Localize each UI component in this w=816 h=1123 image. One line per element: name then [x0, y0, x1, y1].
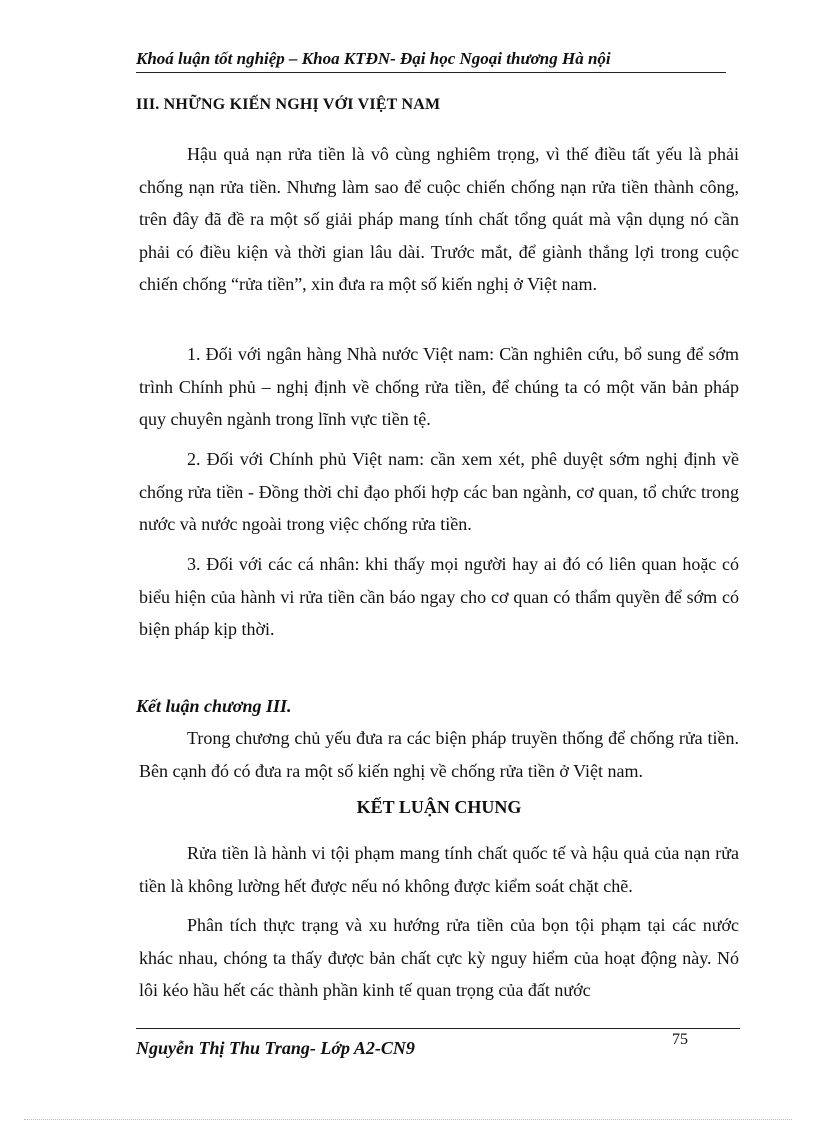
footer-author: Nguyễn Thị Thu Trang- Lớp A2-CN9	[136, 1038, 415, 1058]
general-conclusion-title: KẾT LUẬN CHUNG	[356, 797, 522, 817]
page-bottom-border	[24, 1119, 792, 1120]
page-header: Khoá luận tốt nghiệp – Khoa KTĐN- Đại học Ngoại thương Hà nội	[136, 48, 726, 73]
section-title: III. NHỮNG KIẾN NGHỊ VỚI VIỆT NAM	[136, 96, 441, 113]
recommendation-1: 1. Đối với ngân hàng Nhà nước Việt nam: Cần nghiên cứu, bổ sung để sớm trình Chính phủ – nghị định về chống rửa tiền, để chúng ta có một văn bản pháp quy chuyên ngành trong lĩnh vực tiền tệ.	[139, 344, 739, 429]
chapter-conclusion-heading: Kết luận chương III.	[136, 696, 292, 716]
chapter-conclusion-text: Trong chương chủ yếu đưa ra các biện pháp truyền thống để chống rửa tiền. Bên cạnh đó có đưa ra một số kiến nghị về chống rửa tiền ở Việt nam.	[139, 728, 739, 781]
page-number: 75	[672, 1031, 688, 1048]
footer-divider	[136, 1028, 740, 1029]
general-conclusion-paragraph-1: Rửa tiền là hành vi tội phạm mang tính chất quốc tế và hậu quả của nạn rửa tiền là không lường hết được nếu nó không được kiểm soát chặt chẽ.	[139, 843, 739, 896]
recommendation-2: 2. Đối với Chính phủ Việt nam: cần xem xét, phê duyệt sớm nghị định về chống rửa tiền - Đồng thời chỉ đạo phối hợp các ban ngành, cơ quan, tổ chức trong nước và nước ngoài trong việc chống rửa tiền.	[139, 449, 739, 534]
recommendation-3: 3. Đối với các cá nhân: khi thấy mọi người hay ai đó có liên quan hoặc có biểu hiện của hành vi rửa tiền cần báo ngay cho cơ quan có thẩm quyền để sớm có biện pháp kịp thời.	[139, 554, 739, 639]
paragraph-intro: Hậu quả nạn rửa tiền là vô cùng nghiêm trọng, vì thế điều tất yếu là phải chống nạn rửa tiền. Nhưng làm sao để cuộc chiến chống nạn rửa tiền thành công, trên đây đã đề ra một số giải pháp mang tính chất tổng quát mà vận dụng nó cần phải có điều kiện và thời gian lâu dài. Trước mắt, để giành thắng lợi trong cuộc chiến chống “rửa tiền”, xin đưa ra một số kiến nghị ở Việt nam.	[139, 144, 739, 294]
general-conclusion-paragraph-2: Phân tích thực trạng và xu hướng rửa tiền của bọn tội phạm tại các nước khác nhau, chóng ta thấy được bản chất cực kỳ nguy hiểm của hoạt động này. Nó lôi kéo hầu hết các thành phần kinh tế quan trọng của đất nước	[139, 915, 739, 1000]
